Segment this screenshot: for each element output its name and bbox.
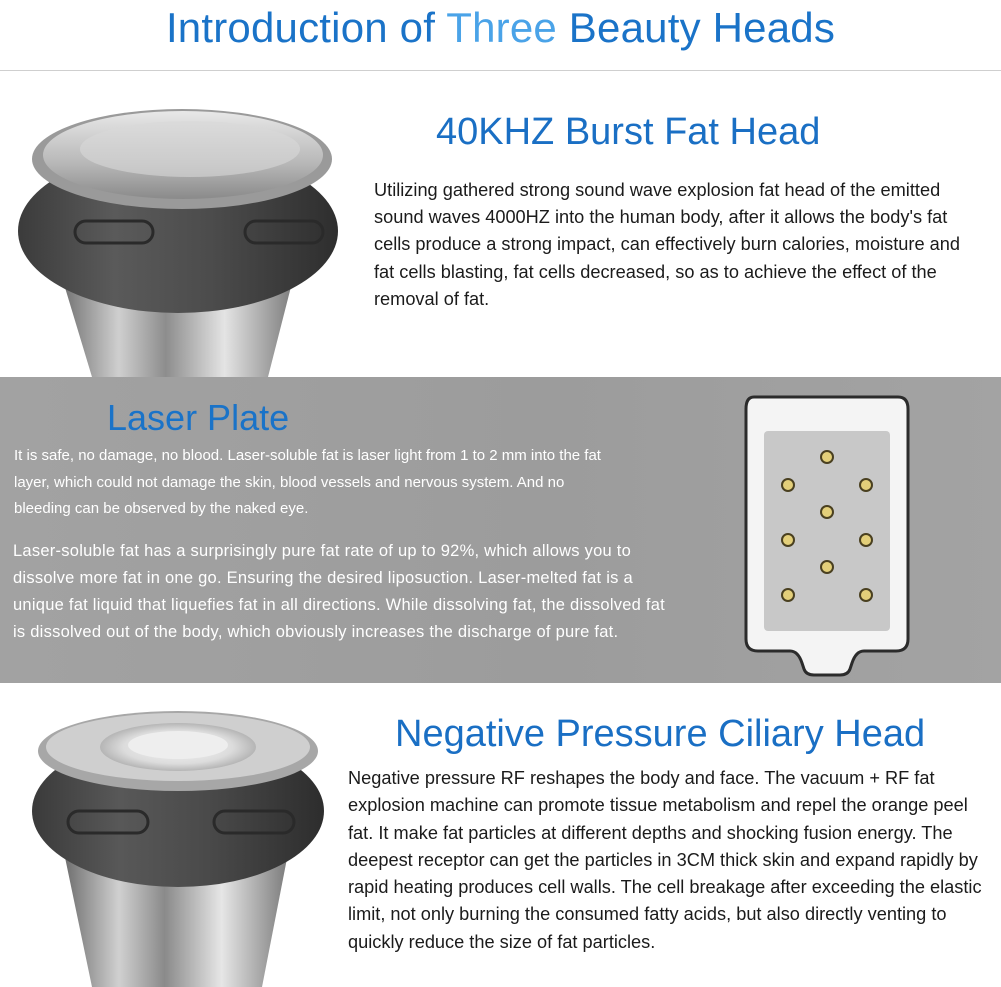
section-title: Negative Pressure Ciliary Head [395,713,926,755]
section-description-1: It is safe, no damage, no blood. Laser-soluble fat is laser light from 1 to 2 mm into the fat layer, which could not damage the skin, blood vessels and nervous system. And no bleeding can be observed by the naked eye. [14,447,601,518]
section-description-2: Laser-soluble fat has a surprisingly pure fat rate of up to 92%, which allows you to dissolve more fat in one go. Ensuring the desired liposuction. Laser-melted fat is a unique fat liquid that liquefies fat in all directions. While dissolving fat, the dissolved fat is dissolved out of the body, which obviously increases the discharge of pure fat. [13,542,666,641]
title-part-1: Introduction of [165,4,447,51]
title-part-2: Three [446,4,557,51]
negative-pressure-head-image [0,683,345,987]
led-dot [821,561,833,573]
led-dot [782,589,794,601]
section-description: Utilizing gathered strong sound wave explosion fat head of the emitted sound waves 4000HZ into the human body, after it allows the body's fat cells produce a strong impact, can effectively burn calories, moisture and fat cells blasting, fat cells decreased, so as to achieve the effect of the removal of fat. [374,180,960,309]
led-dot [821,451,833,463]
led-dot [860,589,872,601]
section-laser-plate [0,377,1001,683]
section-title: 40KHZ Burst Fat Head [436,111,821,153]
title-part-3: Beauty Heads [556,4,836,51]
led-dot [782,479,794,491]
led-dot [860,479,872,491]
section-description: Negative pressure RF reshapes the body and face. The vacuum + RF fat explosion machine can promote tissue metabolism and repel the orange peel fat. It make fat particles at different depths and shocking fusion energy. The deepest receptor can get the particles in 3CM thick skin and expand rapidly by rapid heating produces cell walls. The cell breakage after exceeding the elastic limit, not only burning the consumed fatty acids, but also directly venting to quickly reduce the size of fat particles. [348,768,982,952]
section-burst-fat-head [0,71,1001,377]
section-negative-pressure-head [0,683,1001,987]
led-dot [860,534,872,546]
section-title: Laser Plate [107,397,290,438]
led-dot [821,506,833,518]
page-title [0,4,1001,52]
page-header [0,0,1001,70]
burst-fat-head-image [0,71,360,377]
laser-plate-image [740,395,914,679]
led-dot [782,534,794,546]
